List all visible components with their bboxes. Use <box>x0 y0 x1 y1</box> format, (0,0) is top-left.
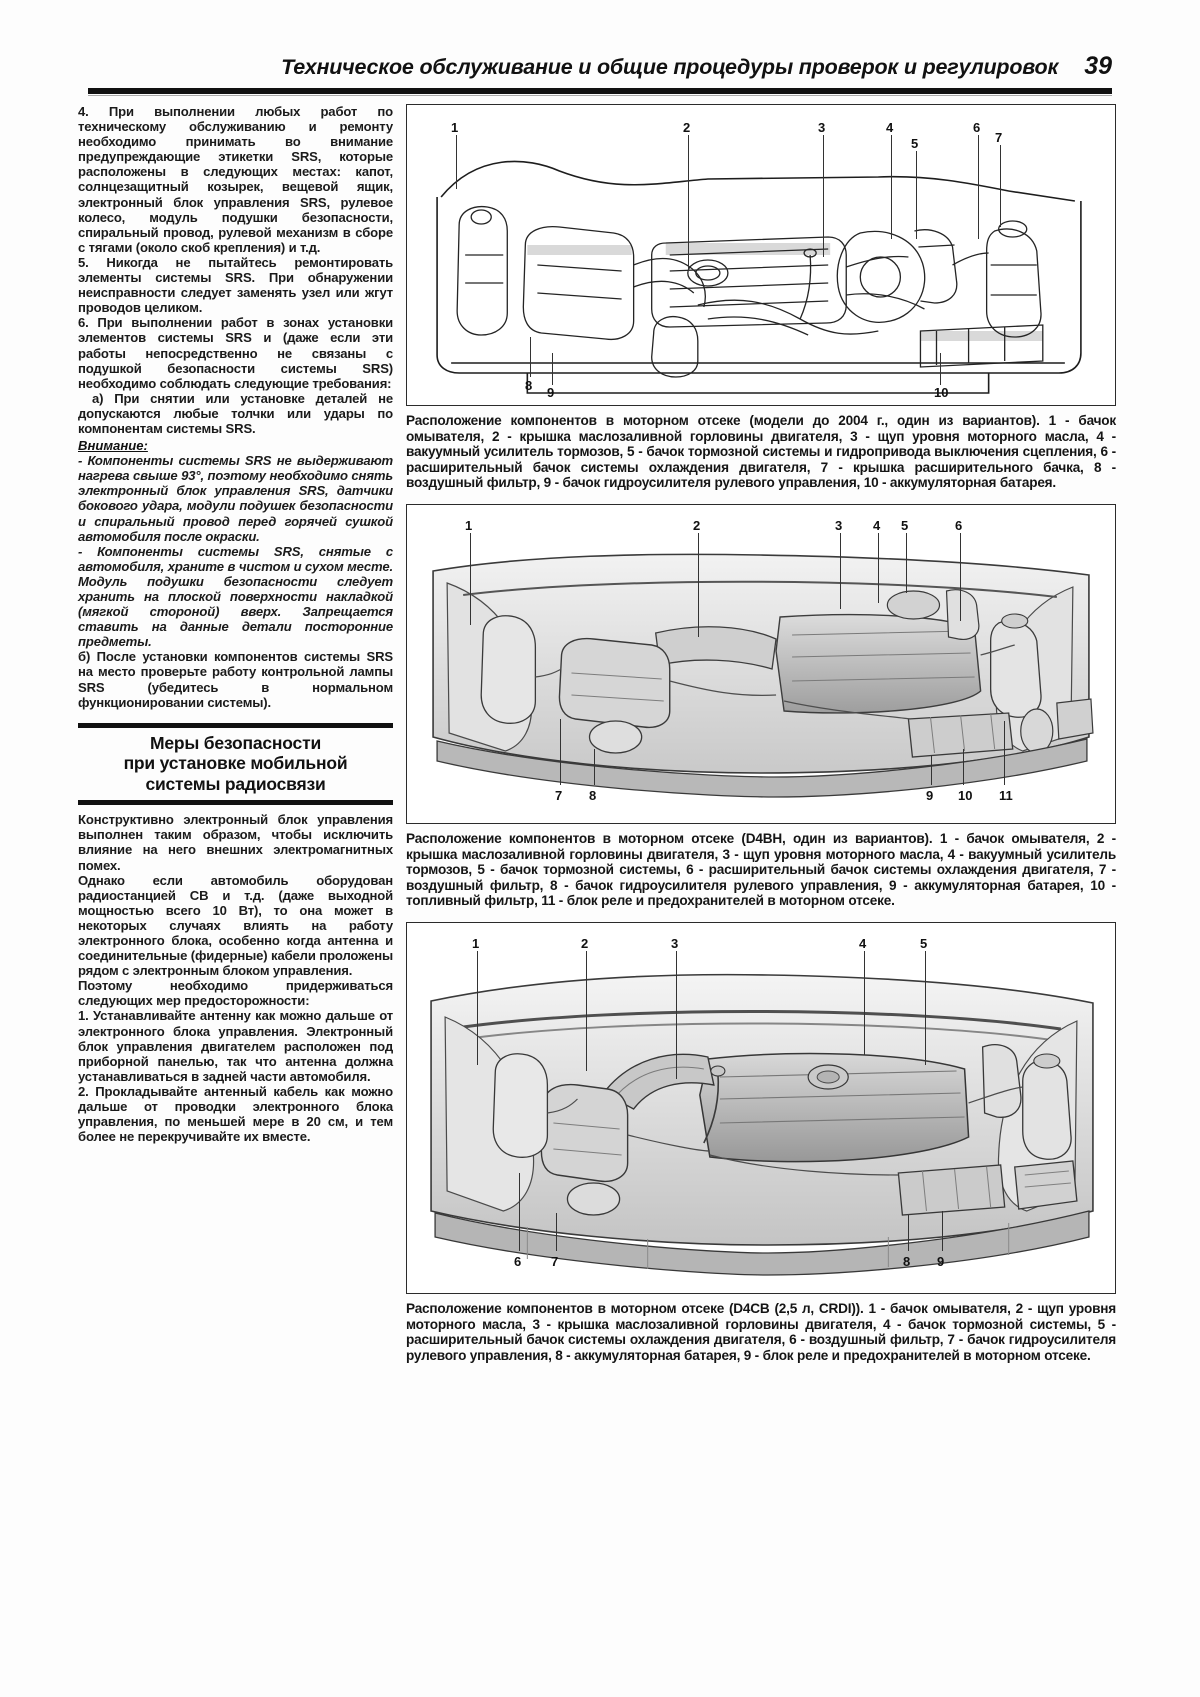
paragraph-6b: б) После установки компонентов системы SRS на место проверьте работу контрольной лампы SRS (убедитесь в нормальном функционировании системы). <box>78 649 393 710</box>
leader-8 <box>594 749 595 785</box>
leader-7 <box>556 1213 557 1251</box>
leader-4 <box>878 533 879 603</box>
attention-item-1: - Компоненты системы SRS не выдерживают нагрева свыше 93°, поэтому необходимо снять электронный блок управления SRS, датчики бокового удара, модули подушек безопасности и спиральный провод перед горячей сушкой автомобиля после окраски. <box>78 453 393 544</box>
engine-bay-illustration-1 <box>407 105 1115 405</box>
paragraph-4: 4. При выполнении любых работ по техническому обслуживанию и ремонту необходимо принимать во внимание предупреждающие этикетки SRS, которые расположены в следующих местах: капот, солнцезащитный козырек, вещевой ящик, электронный блок управления SRS, рулевое колесо, модуль подушки безопасности, спиральный провод, рулевой механизм в сборе с тягами (около скоб крепления) и т.д. <box>78 104 393 255</box>
callout-5: 5 <box>911 136 919 151</box>
leader-1 <box>477 951 478 1065</box>
callout-4: 4 <box>859 935 867 951</box>
callout-3: 3 <box>818 120 826 135</box>
section-paragraph-1: Конструктивно электронный блок управления выполнен таким образом, чтобы исключить влияние на него внешних электромагнитных помех. <box>78 812 393 873</box>
callout-7: 7 <box>555 787 563 803</box>
figure-caption-2: Расположение компонентов в моторном отсеке (D4BH, один из вариантов). 1 - бачок омывателя, 2 - крышка маслозаливной горловины двигателя, 3 - щуп уровня моторного масла, 4 - вакуумный усилитель тормозов, 5 - бачок тормозной системы, 6 - расширительный бачок системы охлаждения двигателя, 7 - воздушный фильтр, 8 - бачок гидроусилителя рулевого управления, 9 - аккумуляторная батарея, 10 - топливный фильтр, 11 - блок реле и предохранителей в моторном отсеке. <box>406 830 1116 909</box>
leader-3 <box>676 951 677 1079</box>
engine-bay-illustration-2 <box>407 505 1115 823</box>
leader-1 <box>456 135 457 189</box>
leader-4 <box>864 951 865 1055</box>
leader-10 <box>940 353 941 385</box>
callout-8: 8 <box>589 787 597 803</box>
callout-1: 1 <box>472 935 480 951</box>
callout-2: 2 <box>693 517 701 533</box>
header-rule <box>88 88 1112 94</box>
callout-2: 2 <box>683 120 691 135</box>
page-header <box>88 52 1112 81</box>
paragraph-6: 6. При выполнении работ в зонах установки элементов системы SRS и (даже если эти работы непосредственно не связаны с подушкой безопасности системы SRS) необходимо соблюдать следующие требования: <box>78 315 393 391</box>
leader-6 <box>519 1173 520 1251</box>
page-title: Техническое обслуживание и общие процедуры проверок и регулировок <box>281 55 1059 79</box>
section-paragraph-4: 1. Устанавливайте антенну как можно дальше от электронного блока управления. Электронный блок управления двигателем расположен под приборной панелью, так что антенна должна устанавливаться в задней части автомобиля. <box>78 1008 393 1084</box>
callout-9: 9 <box>926 787 934 803</box>
leader-9 <box>931 755 932 785</box>
leader-3 <box>840 533 841 609</box>
leader-5 <box>925 951 926 1065</box>
callout-2: 2 <box>581 935 589 951</box>
callout-6: 6 <box>973 120 981 135</box>
leader-7 <box>1000 145 1001 227</box>
callout-1: 1 <box>451 120 459 135</box>
engine-bay-illustration-3 <box>407 923 1115 1293</box>
callout-6: 6 <box>955 517 963 533</box>
callout-11: 11 <box>999 787 1013 803</box>
section-paragraph-3: Поэтому необходимо придерживаться следующих мер предосторожности: <box>78 978 393 1009</box>
leader-11 <box>1004 721 1005 785</box>
figure-engine-bay-d4bh <box>406 504 1116 824</box>
callout-4: 4 <box>886 120 894 135</box>
section-heading-line-3: системы радиосвязи <box>145 773 326 794</box>
section-paragraph-5: 2. Прокладывайте антенный кабель как можно дальше от проводки электронного блока управления, по меньшей мере в 20 см, и тем более не перекручивайте их вместе. <box>78 1083 393 1145</box>
leader-2 <box>688 135 689 271</box>
callout-6: 6 <box>514 1253 522 1269</box>
callout-9: 9 <box>937 1253 945 1269</box>
leader-1 <box>470 533 471 625</box>
callout-3: 3 <box>835 517 843 533</box>
attention-label: Внимание: <box>78 438 148 454</box>
leader-2 <box>698 533 699 637</box>
leader-9 <box>942 1211 943 1251</box>
figure-caption-1: Расположение компонентов в моторном отсеке (модели до 2004 г., один из вариантов). 1 - бачок омывателя, 2 - крышка маслозаливной горловины двигателя, 3 - щуп уровня моторного масла, 4 - вакуумный усилитель тормозов, 5 - бачок тормозной системы и гидропривода выключения сцепления, 6 - расширительный бачок системы охлаждения двигателя, 7 - крышка расширительного бачка, 8 - воздушный фильтр, 9 - бачок гидроусилителя рулевого управления, 10 - аккумуляторная батарея. <box>406 413 1116 491</box>
leader-3 <box>823 135 824 257</box>
leader-8 <box>530 337 531 377</box>
callout-4: 4 <box>873 517 881 533</box>
callout-10: 10 <box>934 385 949 400</box>
paragraph-6a: а) При снятии или установке деталей не допускаются любые толчки или удары по компонентам системы SRS. <box>78 390 393 436</box>
header-rule-thin <box>88 95 1112 96</box>
figure-engine-bay-d4cb <box>406 922 1116 1294</box>
leader-8 <box>908 1215 909 1251</box>
leader-4 <box>891 135 892 239</box>
callout-7: 7 <box>995 130 1003 145</box>
callout-7: 7 <box>551 1253 559 1269</box>
paragraph-5: 5. Никогда не пытайтесь ремонтировать элементы системы SRS. При обнаружении неисправности следует заменять узел или жгут проводов целиком. <box>78 254 393 316</box>
section-heading-line-2: при установке мобильной <box>123 753 348 774</box>
leader-2 <box>586 951 587 1071</box>
callout-8: 8 <box>525 378 533 393</box>
page-number: 39 <box>1084 52 1112 80</box>
left-text-column <box>78 104 393 1144</box>
leader-10 <box>963 749 964 785</box>
section-heading-line-1: Меры безопасности <box>149 732 322 753</box>
leader-6 <box>960 533 961 621</box>
leader-5 <box>906 533 907 593</box>
section-heading <box>78 723 393 806</box>
right-figure-column <box>406 104 1116 1363</box>
callout-5: 5 <box>920 935 928 951</box>
leader-7 <box>560 719 561 785</box>
callout-8: 8 <box>903 1253 911 1269</box>
callout-9: 9 <box>547 385 555 400</box>
attention-item-2: - Компоненты системы SRS, снятые с автомобиля, храните в чистом и сухом месте. Модуль подушки безопасности следует хранить на плоской поверхности накладкой (мягкой стороной) вверх. Запрещается ставить на данные детали посторонние предметы. <box>78 543 393 650</box>
callout-3: 3 <box>671 935 679 951</box>
leader-9 <box>552 353 553 385</box>
leader-6 <box>978 135 979 239</box>
section-paragraph-2: Однако если автомобиль оборудован радиостанцией СВ и т.д. (даже выходной мощностью всего 10 Вт), то она может в некоторых случаях влиять на работу электронного блока, особенно когда антенна и соединительные (фидерные) кабели проложены рядом с электронным блоком управления. <box>78 872 393 979</box>
callout-5: 5 <box>901 517 909 533</box>
callout-1: 1 <box>465 517 473 533</box>
figure-engine-bay-pre2004 <box>406 104 1116 406</box>
callout-10: 10 <box>958 787 973 803</box>
figure-caption-3: Расположение компонентов в моторном отсеке (D4CB (2,5 л, CRDI)). 1 - бачок омывателя, 2 - щуп уровня моторного масла, 3 - крышка маслозаливной горловины двигателя, 4 - бачок тормозной системы, 5 - расширительный бачок системы охлаждения двигателя, 6 - воздушный фильтр, 7 - бачок гидроусилителя рулевого управления, 8 - аккумуляторная батарея, 9 - блок реле и предохранителей в моторном отсеке. <box>406 1300 1116 1363</box>
leader-5 <box>916 151 917 239</box>
